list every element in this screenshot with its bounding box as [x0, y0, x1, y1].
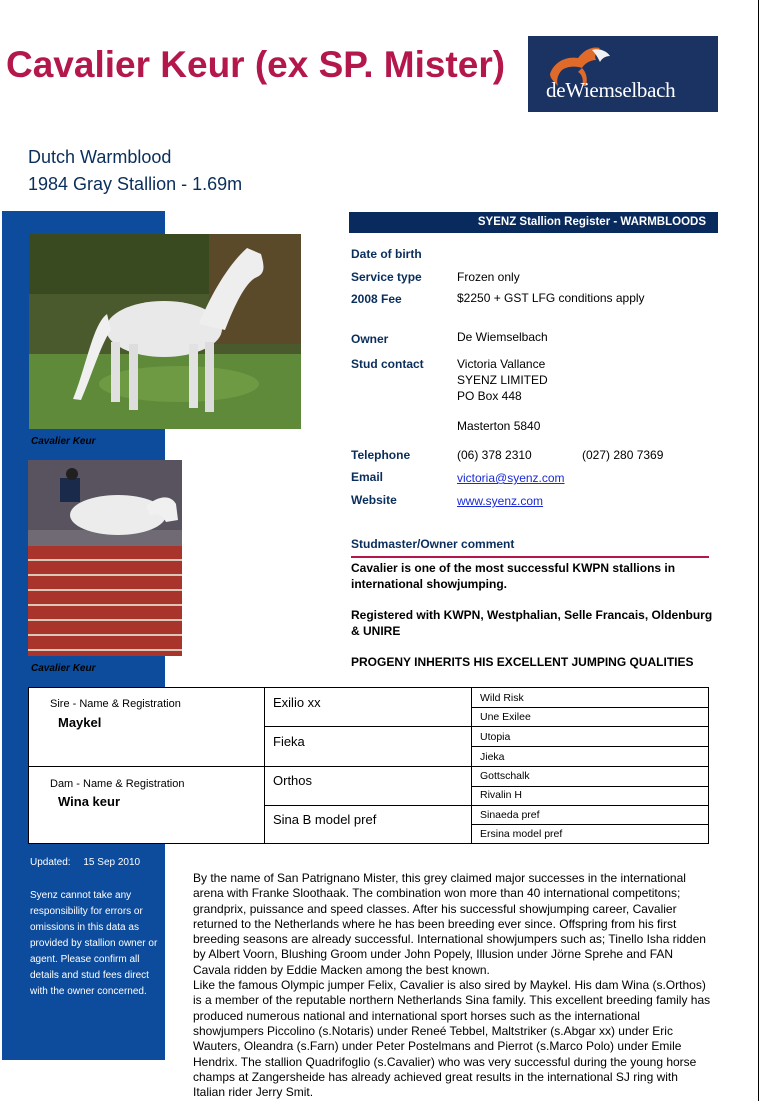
- page-edge: [758, 0, 759, 1101]
- fee-value: $2250 + GST LFG conditions apply: [457, 291, 645, 305]
- email-label: Email: [351, 470, 384, 484]
- great-grandparent-name: Wild Risk: [480, 692, 524, 704]
- grandparent-name: Fieka: [273, 734, 305, 749]
- breed-text: Dutch Warmblood: [28, 147, 172, 167]
- great-grandparent-name: Jieka: [480, 751, 505, 763]
- horse-photo-standing: [29, 234, 301, 429]
- mobile-value: (027) 280 7369: [582, 448, 664, 462]
- great-grandparent-name: Une Exilee: [480, 711, 531, 723]
- grandparent-name: Exilio xx: [273, 695, 321, 710]
- owner-value: De Wiemselbach: [457, 330, 548, 344]
- comment-heading: Studmaster/Owner comment: [351, 537, 709, 558]
- great-grandparent-name: Utopia: [480, 731, 511, 743]
- dob-label: Date of birth: [351, 247, 422, 261]
- great-grandparent-name: Gottschalk: [480, 770, 530, 782]
- logo-text: deWiemselbach: [546, 78, 676, 102]
- stud-contact-name: Victoria Vallance: [457, 357, 546, 371]
- photo-caption: Cavalier Keur: [31, 436, 96, 447]
- grandparent-name: Sina B model pref: [273, 812, 377, 827]
- history-paragraph: Like the famous Olympic jumper Felix, Cavalier is also sired by Maykel. His dam Wina (s.Orthos) is a member of the reputable northern Netherlands Sina family. This excellent breeding family has produced numerous national and international sport horses such as the international showjumpers Piccolino (s.Notaris) under Reneé Tebbel, Maltstriker (s.Abgar xx) under Eric Wauters, Oleandra (s.Farn) under Peter Postelmans and Pierrot (s.Marco Polo) under Emile Hendrix. The stallion Quadrifoglio (s.Cavalier) who was very successful during the young horse champs at Zangersheide has already achieved great results in the international SJ ring with Italian rider Jerry Smit.: [193, 978, 711, 1100]
- history-paragraph: By the name of San Patrignano Mister, this grey claimed major successes in the international arena with Franke Sloothaak. The combination won more than 40 international competitons; grandprix, puissance and speed classes. After his successful showjumping career, Cavalier returned to the Netherlands where he has been breeding ever since. Offspring from his first breeding seasons are already successful. International showjumpers such as; Tinello Isha ridden by Albert Voorn, Blushing Groom under John Popely, Illusion under Jörne Sprehe and FAN Cavala ridden by Eddie Macken among the best known.: [193, 871, 706, 977]
- comment-paragraph: PROGENY INHERITS HIS EXCELLENT JUMPING QUALITIES: [351, 655, 694, 669]
- disclaimer-text: Syenz cannot take any responsibility for errors or omissions in this data as provided by stallion owner or agent. Please confirm all details and stud fees direct with the owner concerned.: [30, 890, 158, 997]
- dam-name: Wina keur: [58, 794, 121, 809]
- stud-contact-company: SYENZ LIMITED: [457, 373, 548, 387]
- website-link[interactable]: www.syenz.com: [457, 494, 544, 508]
- updated-date: 15 Sep 2010: [83, 857, 141, 868]
- great-grandparent-name: Rivalin H: [480, 789, 523, 801]
- owner-label: Owner: [351, 332, 389, 346]
- comment-paragraph: Registered with KWPN, Westphalian, Selle Francais, Oldenburg & UNIRE: [351, 608, 713, 638]
- stud-contact-pobox: PO Box 448: [457, 389, 522, 403]
- email-link[interactable]: victoria@syenz.com: [457, 471, 565, 485]
- history-text: [193, 871, 713, 1100]
- telephone-value: (06) 378 2310: [457, 448, 532, 462]
- website-label: Website: [351, 493, 397, 507]
- service-value: Frozen only: [457, 270, 520, 284]
- sire-box: [28, 687, 265, 767]
- horse-description: 1984 Gray Stallion - 1.69m: [28, 174, 243, 194]
- stud-contact-city: Masterton 5840: [457, 419, 541, 433]
- stud-contact-label: Stud contact: [351, 357, 424, 371]
- comment-paragraph: Cavalier is one of the most successful KWPN stallions in international showjumping.: [351, 561, 676, 591]
- service-label: Service type: [351, 270, 422, 284]
- brand-logo: [528, 36, 718, 112]
- sire-name: Maykel: [58, 715, 102, 730]
- sire-label: Sire - Name & Registration: [50, 698, 181, 710]
- dam-label: Dam - Name & Registration: [50, 778, 185, 790]
- great-grandparent-name: Sinaeda pref: [480, 809, 540, 821]
- page-title: Cavalier Keur (ex SP. Mister): [6, 44, 506, 85]
- register-banner: SYENZ Stallion Register - WARMBLOODS: [349, 212, 718, 233]
- updated-info: [30, 857, 140, 868]
- horse-photo-jumping: [28, 460, 182, 656]
- grandparent-name: Orthos: [273, 773, 313, 788]
- photo-caption: Cavalier Keur: [31, 663, 96, 674]
- updated-label: Updated:: [30, 857, 71, 868]
- fee-label: 2008 Fee: [351, 292, 402, 306]
- great-grandparent-cell: [471, 746, 709, 767]
- dam-box: [28, 766, 265, 844]
- telephone-label: Telephone: [351, 448, 411, 462]
- great-grandparent-name: Ersina model pref: [480, 828, 563, 840]
